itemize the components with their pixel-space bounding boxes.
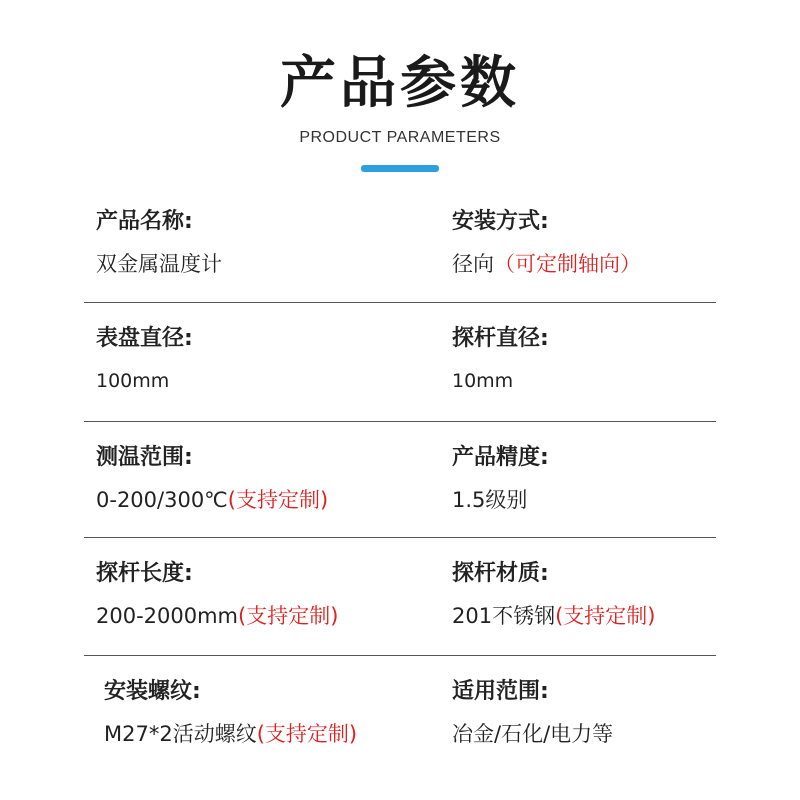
page-title: 产品参数: [280, 51, 520, 116]
parameter-row: [84, 303, 716, 422]
parameter-label: 探杆长度:: [96, 561, 193, 586]
parameter-value-text: 双金属温度计: [96, 252, 222, 276]
parameter-row: [84, 656, 716, 776]
parameter-value: [96, 250, 222, 278]
parameter-value: [104, 720, 357, 748]
parameter-label: 测温范围:: [96, 445, 193, 470]
parameter-value: [96, 367, 169, 395]
parameter-label: 探杆直径:: [452, 326, 549, 351]
parameter-label: 探杆材质:: [452, 561, 549, 586]
parameter-value-text: 10mm: [452, 370, 514, 392]
parameter-value-text: M27*2活动螺纹: [104, 722, 257, 746]
parameter-value: [96, 602, 338, 630]
parameter-value: [452, 367, 513, 395]
parameter-label: 产品精度:: [452, 445, 549, 470]
parameter-row: [84, 538, 716, 656]
parameter-value-text: 200-2000mm: [96, 604, 239, 628]
parameter-label: 安装螺纹:: [104, 679, 201, 704]
parameter-value-text: 100mm: [96, 370, 170, 392]
parameter-label: 表盘直径:: [96, 326, 193, 351]
parameter-label: 安装方式:: [452, 209, 549, 234]
parameter-note: (支持定制): [238, 604, 339, 628]
parameter-note: (支持定制): [227, 488, 329, 512]
parameter-value-text: 1.5级别: [452, 488, 528, 512]
parameter-row: [84, 186, 716, 303]
parameter-value-text: 径向: [452, 252, 494, 276]
parameter-note: （可定制轴向）: [494, 252, 641, 276]
parameter-value: [96, 486, 328, 514]
parameter-value-text: 0-200/300℃: [96, 488, 228, 512]
parameter-value-text: 201不锈钢: [452, 604, 556, 628]
parameter-value: [452, 250, 641, 278]
parameter-label: 产品名称:: [96, 209, 193, 234]
parameter-value: [452, 720, 613, 748]
parameter-label: 适用范围:: [452, 679, 549, 704]
parameter-note: (支持定制): [555, 604, 656, 628]
parameter-value: [452, 602, 655, 630]
title-accent-bar: [361, 165, 439, 172]
page-subtitle: PRODUCT PARAMETERS: [299, 129, 501, 146]
parameter-value: [452, 486, 527, 514]
parameter-row: [84, 422, 716, 538]
parameter-value-text: 冶金/石化/电力等: [452, 722, 614, 746]
parameter-note: (支持定制): [256, 722, 358, 746]
parameter-table: [84, 186, 716, 776]
